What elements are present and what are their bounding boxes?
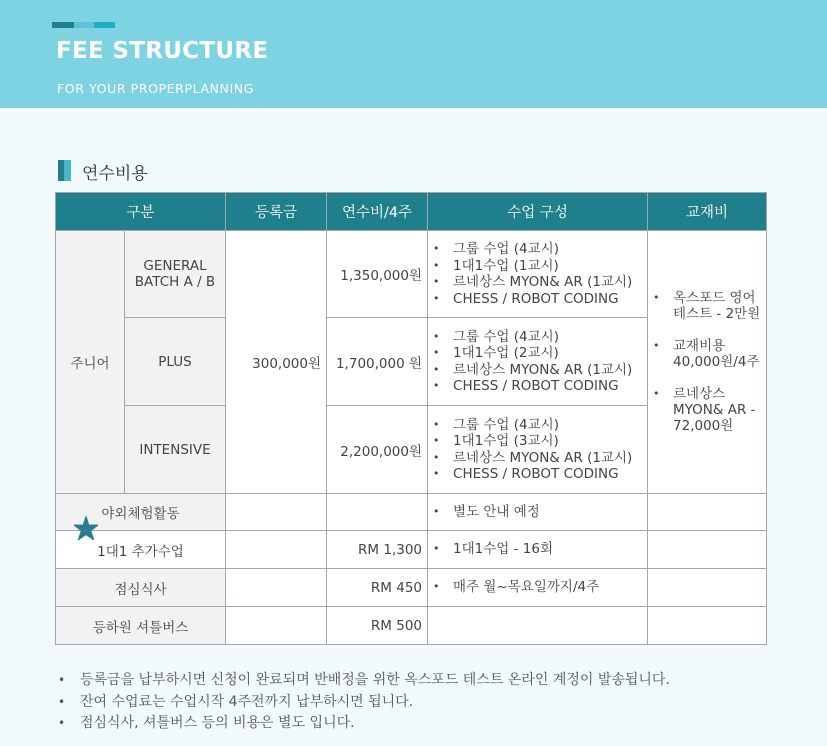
- item-name: 1대1 추가수업: [56, 531, 226, 569]
- column-header: 구분: [56, 193, 226, 231]
- program-name: GENERAL BATCH A / B: [125, 231, 226, 318]
- fee-table: [55, 192, 767, 645]
- program-name: PLUS: [125, 318, 226, 406]
- accent-bar: [94, 22, 115, 28]
- list-item: • 그룹 수업 (4교시): [433, 329, 647, 346]
- table-row: [56, 231, 767, 318]
- list-item: • 르네상스 MYON& AR (1교시): [433, 362, 647, 379]
- list-item: • 교재비용 40,000원/4주: [653, 338, 766, 370]
- class-list: [428, 231, 648, 318]
- table-row: [56, 494, 767, 531]
- program-fee: 1,350,000원: [327, 231, 428, 318]
- column-header: 등록금: [226, 193, 327, 231]
- list-item: • 1대1수업 (3교시): [433, 433, 647, 450]
- list-item: • 1대1수업 (1교시): [433, 258, 647, 275]
- item-name: 등하원 셔틀버스: [56, 607, 226, 645]
- page-title: FEE STRUCTURE: [56, 38, 269, 64]
- note-item: • 점심식사, 셔틀버스 등의 비용은 별도 입니다.: [58, 713, 670, 735]
- list-item: • CHESS / ROBOT CODING: [433, 378, 647, 395]
- program-name: INTENSIVE: [125, 406, 226, 494]
- item-fee: RM 500: [327, 607, 428, 645]
- program-fee: 2,200,000원: [327, 406, 428, 494]
- page-subtitle: FOR YOUR PROPERPLANNING: [57, 81, 255, 96]
- section-marker-icon: [64, 160, 71, 181]
- registration-fee: [226, 607, 327, 645]
- category-label: 주니어: [56, 231, 125, 494]
- list-item: • 그룹 수업 (4교시): [433, 417, 647, 434]
- registration-fee: [226, 494, 327, 531]
- list-item: • 옥스포드 영어 테스트 - 2만원: [653, 290, 766, 322]
- class-cell: [428, 607, 648, 645]
- class-list: [428, 318, 648, 406]
- materials-cell: [648, 569, 767, 607]
- starfish-icon: [73, 516, 99, 542]
- note-item: • 등록금을 납부하시면 신청이 완료되며 반배정을 위한 옥스포드 테스트 온라인 계정이 발송됩니다.: [58, 670, 670, 692]
- table-header-row: [56, 193, 767, 231]
- class-list: [428, 569, 648, 607]
- list-item: • 1대1수업 (2교시): [433, 345, 647, 362]
- list-item: • 1대1수업 - 16회: [433, 541, 647, 558]
- list-item: • 르네상스 MYON& AR (1교시): [433, 274, 647, 291]
- list-item: • 별도 안내 예정: [433, 504, 647, 521]
- section-title: 연수비용: [82, 164, 148, 184]
- item-name: 점심식사: [56, 569, 226, 607]
- note-item: • 잔여 수업료는 수업시작 4주전까지 납부하시면 됩니다.: [58, 692, 670, 714]
- list-item: • CHESS / ROBOT CODING: [433, 466, 647, 483]
- materials-cell: [648, 531, 767, 569]
- materials-cell: [648, 607, 767, 645]
- accent-bar: [52, 22, 74, 28]
- table-row: [56, 569, 767, 607]
- accent-bar: [74, 22, 94, 28]
- item-fee: RM 1,300: [327, 531, 428, 569]
- class-list: [428, 406, 648, 494]
- registration-fee: [226, 531, 327, 569]
- item-name: 야외체험활동: [56, 494, 226, 531]
- program-fee: 1,700,000 원: [327, 318, 428, 406]
- registration-fee: 300,000원: [226, 231, 327, 494]
- class-list: [428, 531, 648, 569]
- registration-fee: [226, 569, 327, 607]
- item-fee: [327, 494, 428, 531]
- list-item: • 매주 월~목요일까지/4주: [433, 579, 647, 596]
- column-header: 수업 구성: [428, 193, 648, 231]
- materials-cell: [648, 494, 767, 531]
- list-item: • 르네상스 MYON& AR (1교시): [433, 450, 647, 467]
- list-item: • 그룹 수업 (4교시): [433, 241, 647, 258]
- column-header: 연수비/4주: [327, 193, 428, 231]
- table-row: [56, 607, 767, 645]
- notes: [58, 670, 670, 735]
- item-fee: RM 450: [327, 569, 428, 607]
- list-item: • 르네상스 MYON& AR - 72,000원: [653, 386, 766, 434]
- header-banner: [0, 0, 827, 108]
- table-row: [56, 531, 767, 569]
- class-list: [428, 494, 648, 531]
- column-header: 교재비: [648, 193, 767, 231]
- materials-list: [648, 231, 767, 494]
- list-item: • CHESS / ROBOT CODING: [433, 291, 647, 308]
